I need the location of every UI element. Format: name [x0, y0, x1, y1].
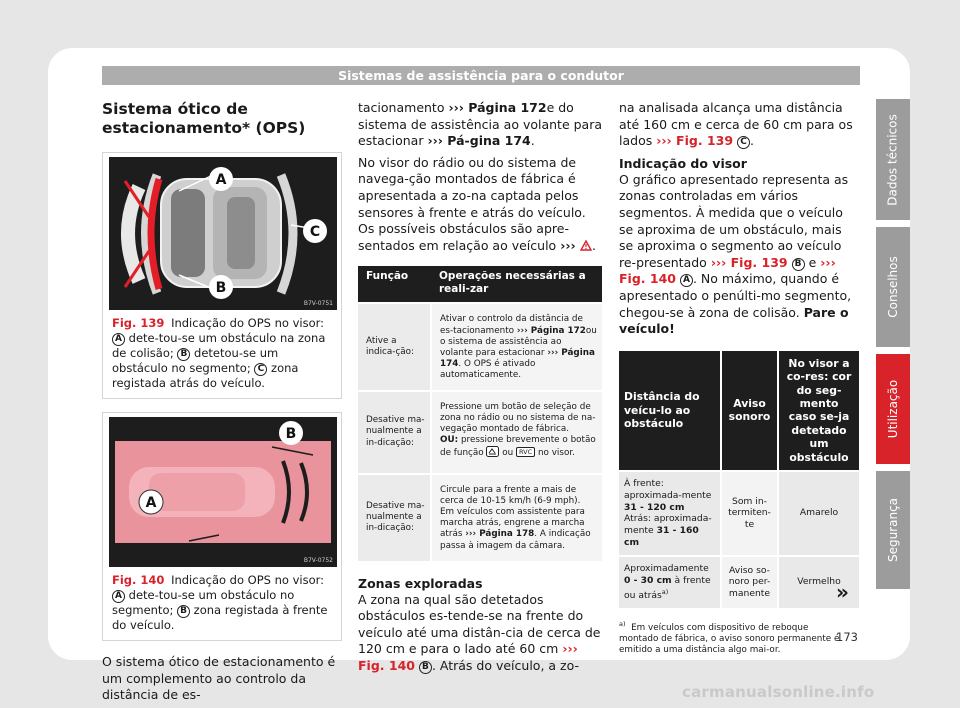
callout-badge-b: B [177, 348, 190, 361]
callout-badge-a: A [680, 274, 693, 287]
paragraph-rear-zone: na analisada alcança uma distância até 160 cm e cerca de 60 cm para os lados ››› Fig. 139 C . [619, 100, 853, 149]
car-front-zone-illustration [109, 417, 337, 567]
caption-text: Indicação do OPS no visor: [171, 316, 325, 330]
figure-reference-link[interactable]: ››› Fig. 140 [358, 641, 578, 673]
figure-label: Fig. 139 [112, 316, 165, 330]
caption-text: zona registada atrás do veículo. [112, 360, 299, 390]
callout-c: C [309, 224, 321, 240]
page-reference-link[interactable]: ››› Página 172 [448, 100, 547, 115]
table-cell-operation: Ativar o controlo da distância de es-tacionamento ››› Página 172ou o sistema de assistência ao volante para estacionar ››› Página 174. O OPS é ativado automaticamente. [431, 303, 602, 390]
table-row [358, 474, 602, 561]
stop-vehicle-warning: Pare o veículo! [619, 304, 849, 337]
table-cell-function: Desative ma-nualmente a in-dicação: [358, 391, 431, 474]
watermark: carmanualsonline.info [682, 683, 875, 701]
figure-139 [102, 152, 342, 399]
figure-reference-link[interactable]: ››› Fig. 139 [710, 254, 788, 270]
table-header: Aviso sonoro [721, 351, 778, 471]
table-header: Operações necessárias a reali-zar [431, 266, 602, 303]
figure-code: B7V-0752 [303, 557, 333, 564]
paragraph-display: O gráfico apresentado representa as zonas controladas em vários segmentos. À medida que o veículo se aproxima de um obstáculo, mais se aproxima o segmento ao veículo re-presentado ››› Fig. 139 B e ››› Fig. 140 A . No máximo, quando é apresentado o penúlti-mo segmento, chegou-se à zona de colisão. Pare o veículo! [619, 171, 852, 337]
table-row [619, 471, 859, 556]
figure-140-caption [103, 567, 341, 632]
callout-a: A [215, 172, 227, 188]
page-reference-link[interactable]: ››› Página 172 [516, 325, 586, 336]
figure-code: B7V-0751 [303, 300, 333, 307]
warning-triangle-icon [580, 240, 592, 251]
callout-badge-c: C [254, 363, 267, 376]
table-cell-sound: Aviso so-noro per-manente [721, 556, 778, 608]
table-cell-operation: Circule para a frente a mais de cerca de 10-15 km/h (6-9 mph). Em veículos com assistente para marcha atrás, engrene a marcha atrás ››› Página 178. A indicação passa à imagem da câmara. [431, 474, 602, 561]
section-title: Sistema ótico de estacionamento* (OPS) [102, 100, 306, 137]
table-cell-function: Ative a indica-ção: [358, 303, 431, 390]
figure-reference-link[interactable]: ››› Fig. 140 [619, 254, 836, 287]
callout-badge-c: C [737, 136, 750, 149]
figure-reference-link[interactable]: ››› Fig. 139 [656, 133, 734, 149]
callout-b: B [215, 280, 227, 296]
rvc-button-icon[interactable]: RVC [516, 447, 535, 457]
figure-label: Fig. 140 [112, 573, 165, 587]
table-row [358, 303, 602, 390]
figure-140 [102, 412, 342, 641]
paragraph-display-info: No visor do rádio ou do sistema de navega-ção montados de fábrica é apresentada a zo-na captada pelos sensores à frente e atrás do veículo. Os possíveis obstáculos são apre-sentados em relação ao veículo ››› . [358, 154, 596, 253]
callout-badge-b: B [419, 661, 432, 674]
car-top-view-rear-zones-illustration [109, 157, 337, 310]
caption-text: zona registada à frente do veículo. [112, 602, 328, 632]
footnote: $^{a)}$ Em veículos com dispositivo de reboque montado de fábrica, o aviso sonoro permanente é emitido a uma distância algo mai-or. [619, 619, 840, 655]
table-row [358, 391, 602, 474]
paragraph-zones: A zona na qual são detetados obstáculos es-tende-se na frente do veículo até uma distân-cia de cerca de 120 cm e para o lado até 60 cm ››› Fig. 140 B . Atrás do veículo, a zo- [358, 591, 601, 673]
operations-table [358, 266, 602, 560]
table-cell-distance: Aproximadamente 0 - 30 cm à frente ou atrás$^{a)}$ [619, 556, 721, 608]
paragraph-continuation: tacionamento ››› Página 172e do sistema de assistência ao volante para estacionar ››› Pá-gina 174. [358, 100, 603, 149]
side-tab-seguranca[interactable]: Segurança [876, 471, 910, 589]
running-header: Sistemas de assistência para o condutor [102, 66, 860, 85]
continue-arrow-icon: » [836, 580, 849, 604]
callout-badge-a: A [112, 590, 125, 603]
zones-heading: Zonas exploradas [358, 575, 483, 591]
page-number: 173 [836, 630, 858, 644]
warning-reference-link[interactable]: ››› [560, 238, 592, 253]
caption-text: dete-tou-se um obstáculo na zona de colisão; [112, 330, 326, 360]
table-header: Distância do veícu-lo ao obstáculo [619, 351, 721, 471]
callout-badge-a: A [112, 333, 125, 346]
figure-139-image [109, 157, 337, 310]
table-header: No visor a co-res: cor do seg-mento caso se-ja detetado um obstáculo [778, 351, 859, 471]
table-cell-operation: Pressione um botão de seleção de zona no rádio ou no sistema de na-vegação montado de fábrica. OU: pressione brevemente o botão de função ou RVC no visor. [431, 391, 602, 474]
side-tab-utilizacao[interactable]: Utilização [876, 354, 910, 464]
column-3 [619, 100, 859, 656]
caption-text: dete-tou-se um obstáculo no segmento; [112, 587, 295, 617]
table-cell-sound: Som in-termiten-te [721, 471, 778, 556]
callout-badge-b: B [177, 605, 190, 618]
figure-139-caption [103, 310, 341, 390]
table-cell-color: Vermelho [778, 556, 859, 608]
table-header: Função [358, 266, 431, 303]
side-tab-conselhos[interactable]: Conselhos [876, 227, 910, 347]
parking-function-button-icon[interactable] [486, 446, 499, 457]
callout-badge-b: B [792, 258, 805, 271]
callout-a: A [145, 495, 157, 511]
page-reference-link[interactable]: ››› Pá-gina 174 [427, 133, 531, 149]
intro-paragraph: O sistema ótico de estacionamento é um complemento ao controlo da distância de es- [102, 654, 336, 703]
table-cell-function: Desative ma-nualmente a in-dicação: [358, 474, 431, 561]
display-heading: Indicação do visor [619, 155, 747, 171]
caption-text: detetou-se um obstáculo no segmento; [112, 345, 279, 375]
callout-b: B [285, 426, 297, 442]
column-1 [102, 100, 342, 708]
table-cell-color: Amarelo [778, 471, 859, 556]
caption-text: Indicação do OPS no visor: [171, 573, 325, 587]
page-reference-link[interactable]: ››› Página 174 [440, 347, 595, 370]
table-cell-distance: À frente: aproximada-mente 31 - 120 cm Atrás: aproximada-mente 31 - 160 cm [619, 471, 721, 556]
page-reference-link[interactable]: ››› Página 178 [465, 529, 535, 540]
figure-140-image [109, 417, 337, 567]
zones-table [619, 351, 859, 608]
column-2 [358, 100, 602, 680]
table-row [619, 556, 859, 608]
side-tab-dados-tecnicos[interactable]: Dados técnicos [876, 99, 910, 220]
